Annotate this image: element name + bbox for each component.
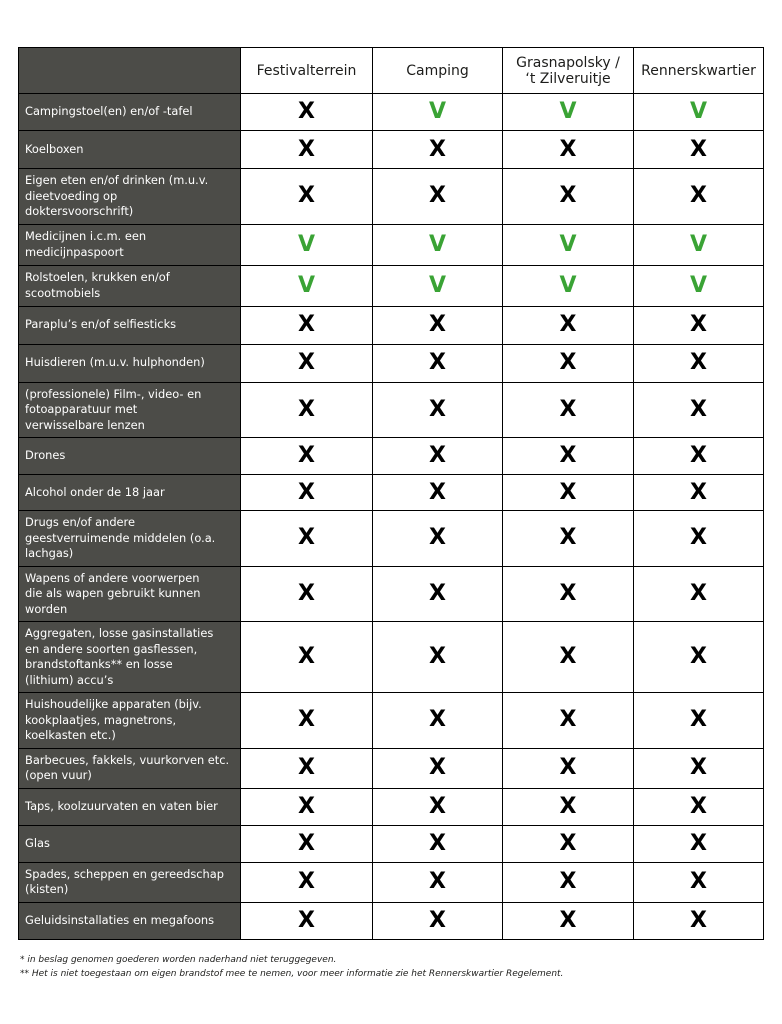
allowed-mark: V [503, 224, 634, 265]
allowed-mark: V [241, 265, 373, 306]
forbidden-mark: X [503, 511, 634, 567]
forbidden-mark: X [241, 622, 373, 693]
row-label: Eigen eten en/of drinken (m.u.v. dieetvoeding op doktersvoorschrift) [19, 169, 241, 225]
row-label: Campingstoel(en) en/of -tafel [19, 94, 241, 131]
forbidden-mark: X [634, 131, 764, 169]
row-label: Rolstoelen, krukken en/of scootmobiels [19, 265, 241, 306]
allowed-mark: V [634, 224, 764, 265]
forbidden-mark: X [373, 169, 503, 225]
footnotes [20, 953, 563, 981]
table-row [19, 224, 764, 265]
table-row [19, 475, 764, 511]
forbidden-mark: X [373, 306, 503, 344]
forbidden-mark: X [373, 862, 503, 902]
table-row [19, 748, 764, 788]
table-row [19, 788, 764, 825]
header-row [19, 48, 764, 94]
forbidden-mark: X [241, 306, 373, 344]
forbidden-mark: X [241, 862, 373, 902]
forbidden-mark: X [373, 475, 503, 511]
table-row [19, 306, 764, 344]
table-row [19, 382, 764, 438]
table-row [19, 511, 764, 567]
row-label: Huishoudelijke apparaten (bijv. kookplaatjes, magnetrons, koelkasten etc.) [19, 693, 241, 749]
forbidden-mark: X [373, 748, 503, 788]
forbidden-mark: X [373, 382, 503, 438]
allowed-mark: V [634, 94, 764, 131]
forbidden-mark: X [634, 693, 764, 749]
forbidden-mark: X [373, 131, 503, 169]
forbidden-mark: X [503, 566, 634, 622]
forbidden-mark: X [503, 693, 634, 749]
forbidden-mark: X [241, 382, 373, 438]
forbidden-mark: X [241, 788, 373, 825]
table-row [19, 693, 764, 749]
table-row [19, 344, 764, 382]
forbidden-mark: X [241, 94, 373, 131]
forbidden-mark: X [373, 693, 503, 749]
allowed-mark: V [241, 224, 373, 265]
forbidden-mark: X [503, 902, 634, 939]
footnote-2: ** Het is niet toegestaan om eigen brandstof mee te nemen, voor meer informatie zie het Rennerskwartier Regelement. [20, 969, 564, 979]
table-row [19, 862, 764, 902]
forbidden-mark: X [241, 693, 373, 749]
forbidden-mark: X [373, 902, 503, 939]
forbidden-mark: X [503, 862, 634, 902]
forbidden-mark: X [634, 438, 764, 475]
row-label: Geluidsinstallaties en megafoons [19, 902, 241, 939]
forbidden-mark: X [634, 748, 764, 788]
forbidden-mark: X [241, 748, 373, 788]
forbidden-mark: X [634, 862, 764, 902]
forbidden-mark: X [634, 169, 764, 225]
allowed-mark: V [503, 94, 634, 131]
row-label: Wapens of andere voorwerpen die als wapen gebruikt kunnen worden [19, 566, 241, 622]
forbidden-mark: X [503, 788, 634, 825]
table-row [19, 131, 764, 169]
row-label: Drugs en/of andere geestverruimende middelen (o.a. lachgas) [19, 511, 241, 567]
forbidden-mark: X [503, 438, 634, 475]
forbidden-mark: X [634, 566, 764, 622]
row-label: Barbecues, fakkels, vuurkorven etc. (open vuur) [19, 748, 241, 788]
forbidden-mark: X [503, 169, 634, 225]
forbidden-mark: X [241, 344, 373, 382]
row-label: Paraplu’s en/of selfiesticks [19, 306, 241, 344]
footnote-1: * in beslag genomen goederen worden naderhand niet teruggegeven. [20, 955, 337, 965]
forbidden-mark: X [373, 511, 503, 567]
row-label: Koelboxen [19, 131, 241, 169]
forbidden-mark: X [634, 902, 764, 939]
table-row [19, 169, 764, 225]
allowed-mark: V [634, 265, 764, 306]
forbidden-mark: X [241, 169, 373, 225]
forbidden-mark: X [241, 475, 373, 511]
forbidden-mark: X [503, 382, 634, 438]
row-label: Drones [19, 438, 241, 475]
forbidden-mark: X [503, 475, 634, 511]
row-label: Huisdieren (m.u.v. hulphonden) [19, 344, 241, 382]
table-row [19, 265, 764, 306]
column-header-rennerskwartier: Rennerskwartier [634, 48, 764, 94]
table-row [19, 825, 764, 862]
forbidden-mark: X [373, 825, 503, 862]
allowed-mark: V [503, 265, 634, 306]
row-label: Medicijnen i.c.m. een medicijnpaspoort [19, 224, 241, 265]
forbidden-mark: X [503, 344, 634, 382]
forbidden-mark: X [634, 622, 764, 693]
row-label: Spades, scheppen en gereedschap (kisten) [19, 862, 241, 902]
forbidden-mark: X [241, 566, 373, 622]
allowed-mark: V [373, 224, 503, 265]
table-row [19, 438, 764, 475]
row-label: (professionele) Film-, video- en fotoapparatuur met verwisselbare lenzen [19, 382, 241, 438]
allowed-mark: V [373, 265, 503, 306]
forbidden-mark: X [634, 475, 764, 511]
forbidden-mark: X [241, 511, 373, 567]
corner-cell [19, 48, 241, 94]
forbidden-mark: X [373, 344, 503, 382]
forbidden-mark: X [503, 748, 634, 788]
forbidden-mark: X [373, 788, 503, 825]
forbidden-mark: X [634, 825, 764, 862]
table-row [19, 622, 764, 693]
column-header-festivalterrein: Festivalterrein [241, 48, 373, 94]
forbidden-mark: X [634, 306, 764, 344]
forbidden-mark: X [634, 344, 764, 382]
allowed-mark: V [373, 94, 503, 131]
row-label: Glas [19, 825, 241, 862]
forbidden-mark: X [241, 902, 373, 939]
forbidden-mark: X [503, 622, 634, 693]
forbidden-mark: X [503, 825, 634, 862]
forbidden-mark: X [634, 511, 764, 567]
table-row [19, 902, 764, 939]
table-row [19, 566, 764, 622]
row-label: Taps, koolzuurvaten en vaten bier [19, 788, 241, 825]
forbidden-mark: X [634, 382, 764, 438]
table-row [19, 94, 764, 131]
forbidden-mark: X [373, 566, 503, 622]
row-label: Alcohol onder de 18 jaar [19, 475, 241, 511]
forbidden-mark: X [241, 438, 373, 475]
forbidden-mark: X [634, 788, 764, 825]
rules-table [18, 47, 764, 940]
forbidden-mark: X [373, 438, 503, 475]
forbidden-mark: X [503, 131, 634, 169]
forbidden-mark: X [503, 306, 634, 344]
column-header-grasnapolsky: Grasnapolsky / ‘t Zilveruitje [503, 48, 634, 94]
column-header-camping: Camping [373, 48, 503, 94]
forbidden-mark: X [241, 131, 373, 169]
forbidden-mark: X [241, 825, 373, 862]
forbidden-mark: X [373, 622, 503, 693]
row-label: Aggregaten, losse gasinstallaties en andere soorten gasflessen, brandstoftanks** en losse (lithium) accu’s [19, 622, 241, 693]
